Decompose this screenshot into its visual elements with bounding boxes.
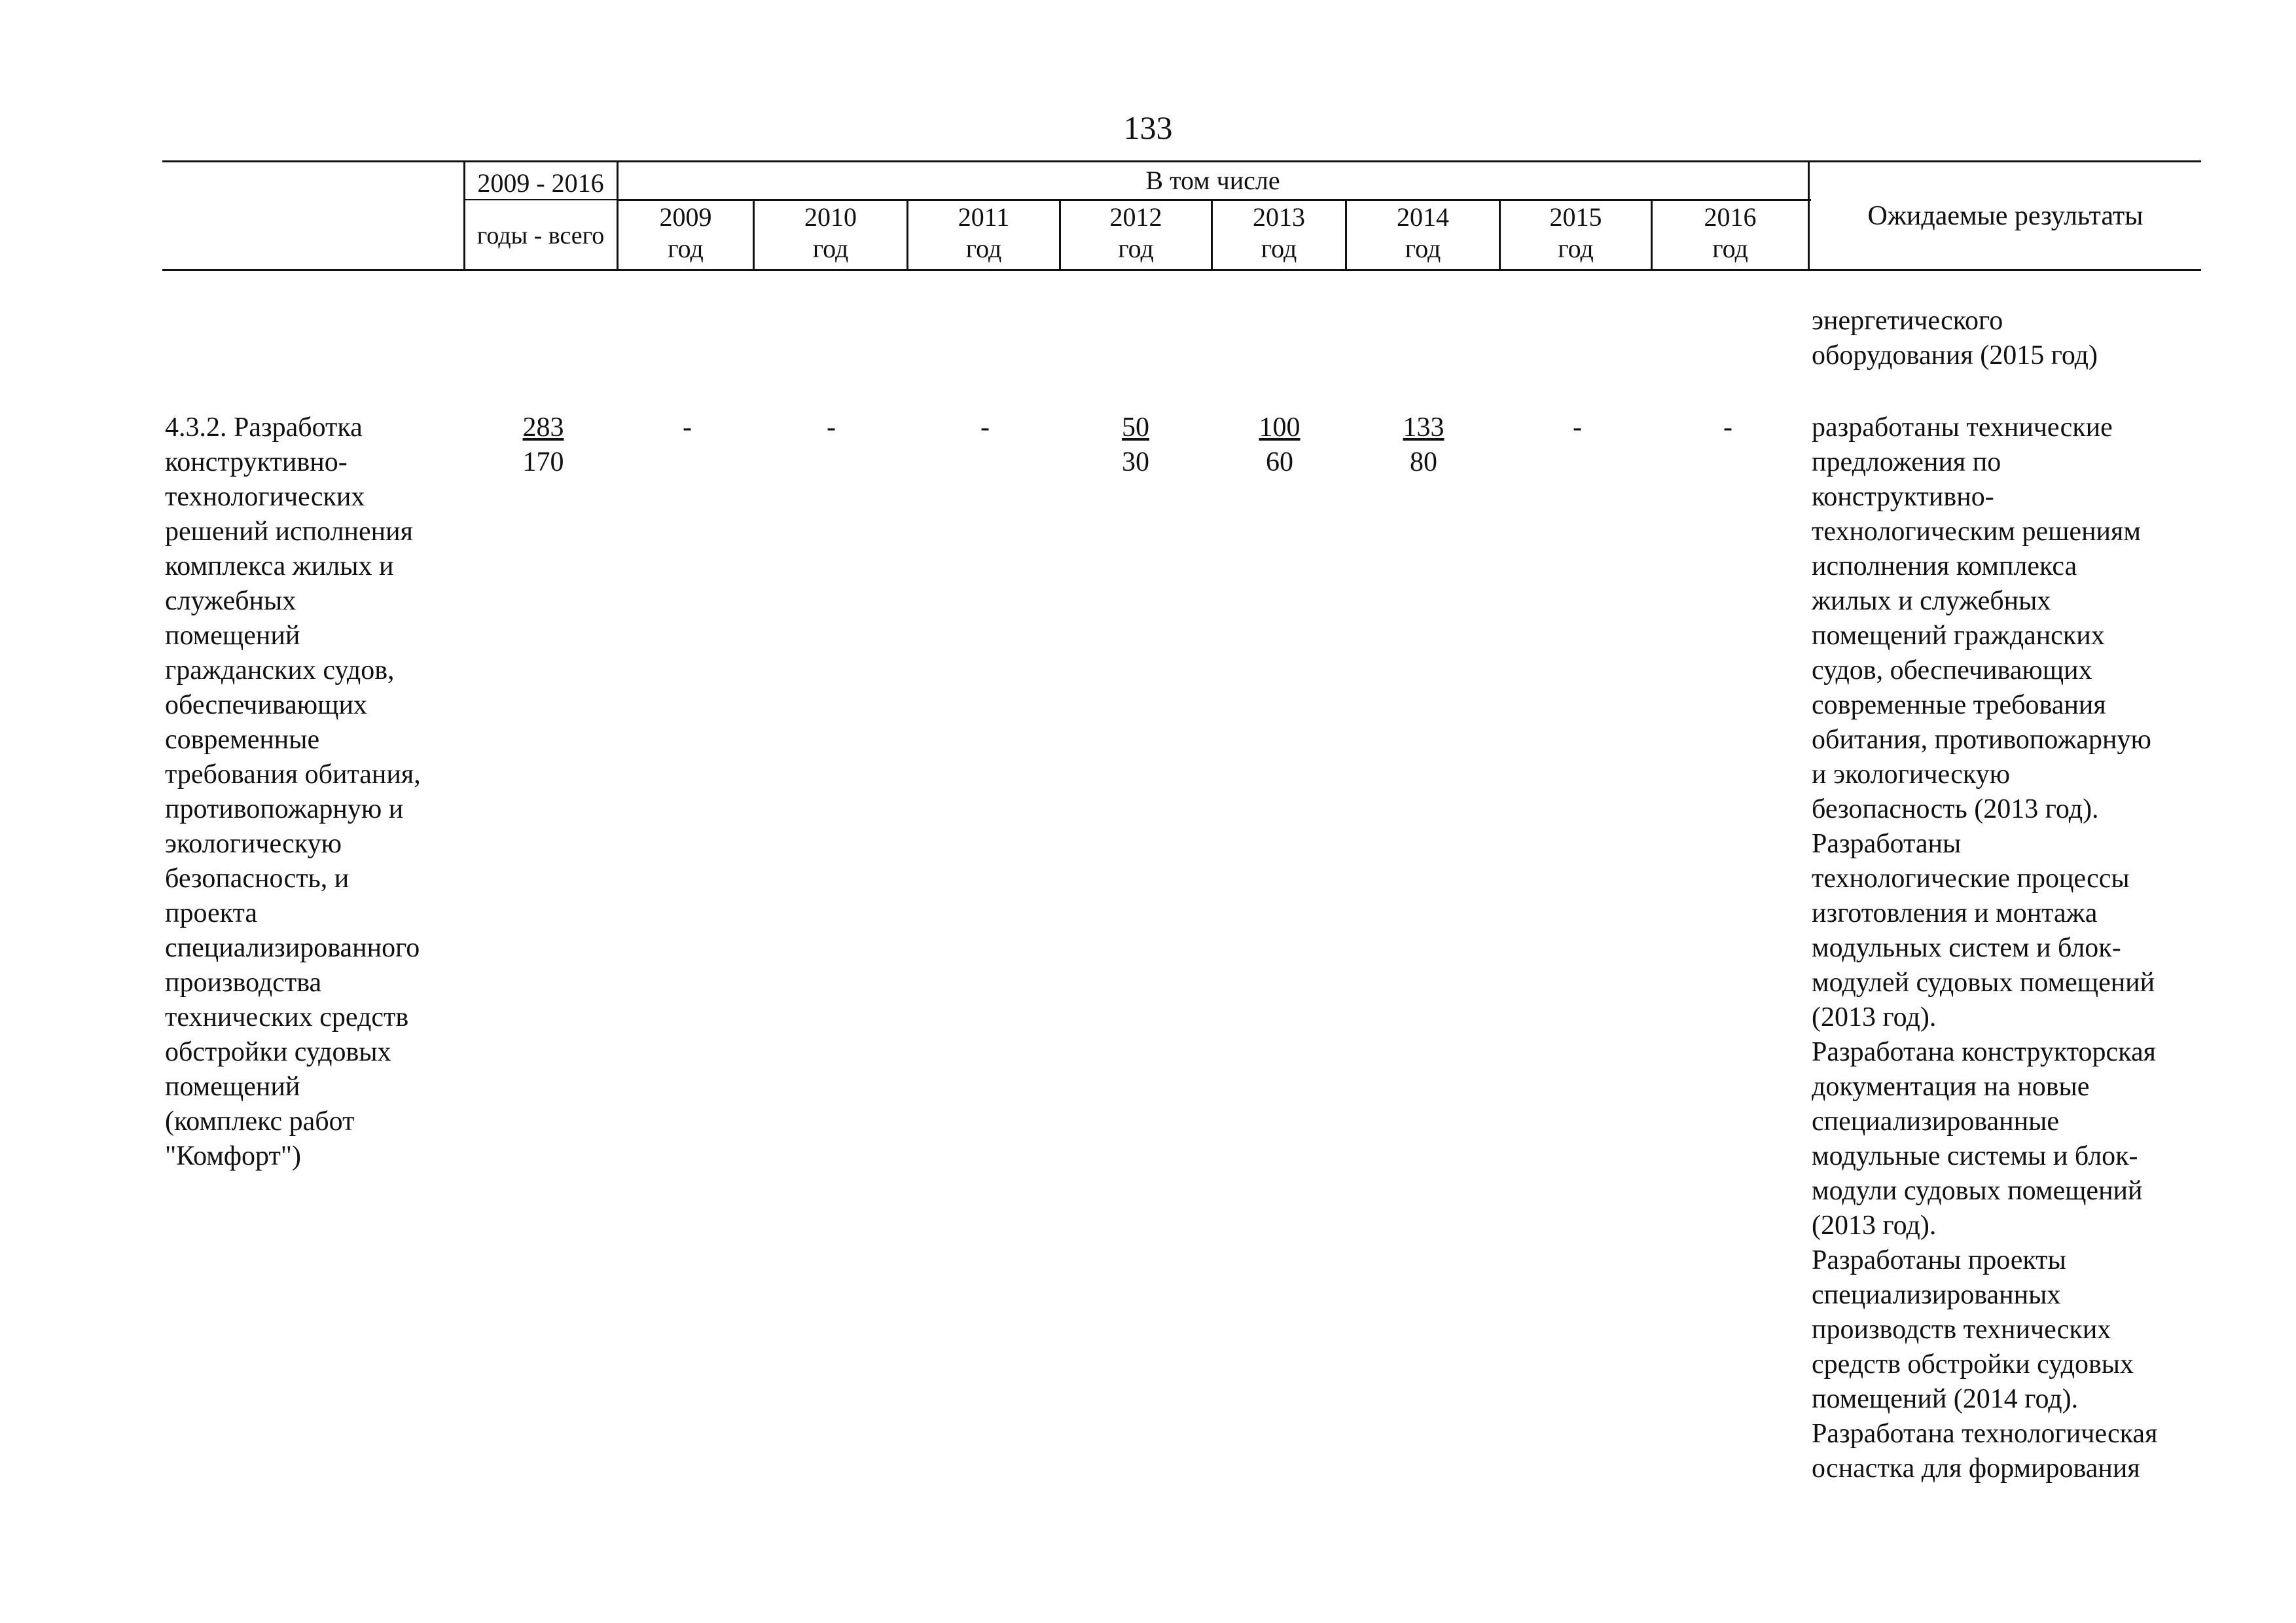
list-item: модульные системы и блок- [1812,1141,2138,1171]
row-total [478,410,609,480]
list-item: документация на новые [1812,1072,2090,1102]
list-item: (2013 год). [1812,1211,1937,1241]
list-item: конструктивно- [165,447,348,477]
list-item: обстройки судовых [165,1037,391,1067]
list-item: модулей судовых помещений [1812,968,2155,998]
list-item: и экологическую [1812,759,2011,790]
value-2013: 100 60 [1259,412,1300,477]
list-item: Разработаны [1812,829,1962,859]
list-item: проекта [165,898,257,928]
value-2010: - [827,412,836,443]
list-item: технологических [165,482,365,512]
list-item: современные требования [1812,690,2106,720]
list-item: модульных систем и блок- [1812,933,2121,963]
list-item: "Комфорт") [165,1141,301,1171]
total-bottom-value: 170 [522,447,564,477]
list-item: Разработана конструкторская [1812,1037,2156,1067]
year-header-2014: 2014 год [1397,202,1449,263]
year-header-2012: 2012 год [1109,202,1162,263]
list-item: (комплекс работ [165,1106,355,1137]
page-number: 133 [1123,109,1173,146]
list-item: изготовления и монтажа [1812,898,2098,928]
results-col-header: Ожидаемые результаты [1867,201,2144,231]
list-item: помещений [165,621,300,651]
list-item: технологические процессы [1812,864,2130,894]
list-item: 4.3.2. Разработка [165,412,363,443]
year-header-2011: 2011 год [958,202,1010,263]
list-item: помещений (2014 год). [1812,1384,2079,1414]
list-item: противопожарную и [165,794,404,824]
list-item: безопасность (2013 год). [1812,794,2099,824]
list-item: служебных [165,586,296,616]
list-item: судов, обеспечивающих [1812,655,2092,685]
list-item: помещений гражданских [1812,621,2105,651]
list-item: экологическую [165,829,342,859]
year-header-2016: 2016 год [1704,202,1757,263]
year-header-2015: 2015 год [1549,202,1602,263]
list-item: специализированные [1812,1106,2059,1137]
list-item: разработаны технические [1812,412,2113,443]
list-item: технологическим решениям [1812,517,2141,547]
value-2012: 50 30 [1122,412,1149,477]
total-col-header-years: 2009 - 2016 [477,168,604,198]
list-item: жилых и служебных [1812,586,2051,616]
list-item: производства [165,968,322,998]
year-header-2013: 2013 год [1253,202,1305,263]
value-2016: - [1723,412,1732,443]
list-item: оборудования (2015 год) [1812,340,2098,371]
row-results [1812,410,2157,1486]
value-2009: - [683,412,692,443]
header-bottom-line [162,269,2201,271]
list-item: (2013 год). [1812,1002,1937,1032]
including-header: В том числе [1145,166,1280,195]
list-item: средств обстройки судовых [1812,1349,2134,1379]
header-top-line [162,160,2201,162]
list-item: специализированного [165,933,420,963]
list-item: оснастка для формирования [1812,1453,2140,1484]
list-item: решений исполнения [165,517,413,547]
list-item: требования обитания, [165,759,421,790]
total-mid-line [465,199,617,200]
list-item: исполнения комплекса [1812,551,2077,581]
list-item: производств технических [1812,1315,2111,1345]
year-header-2009: 2009 год [659,202,712,263]
value-2015: - [1573,412,1582,443]
list-item: конструктивно- [1812,482,1994,512]
list-item: обеспечивающих [165,690,367,720]
continuation-results [1812,304,2098,373]
list-item: гражданских судов, [165,655,395,685]
list-item: предложения по [1812,447,2001,477]
list-item: обитания, противопожарную [1812,725,2151,755]
value-2014: 133 80 [1403,412,1444,477]
list-item: модули судовых помещений [1812,1176,2143,1206]
list-item: технических средств [165,1002,409,1032]
list-item: специализированных [1812,1280,2061,1310]
including-underline [617,199,1811,201]
list-item: комплекса жилых и [165,551,394,581]
list-item: энергетического [1812,306,2003,336]
list-item: современные [165,725,320,755]
list-item: Разработана технологическая [1812,1419,2158,1449]
list-item: Разработаны проекты [1812,1245,2066,1275]
year-header-2010: 2010 год [804,202,857,263]
list-item: помещений [165,1072,300,1102]
total-top-value: 283 [522,412,564,443]
row-title [165,410,421,1174]
total-col-header-label: годы - всего [476,222,605,249]
list-item: безопасность, и [165,864,350,894]
value-2011: - [980,412,990,443]
